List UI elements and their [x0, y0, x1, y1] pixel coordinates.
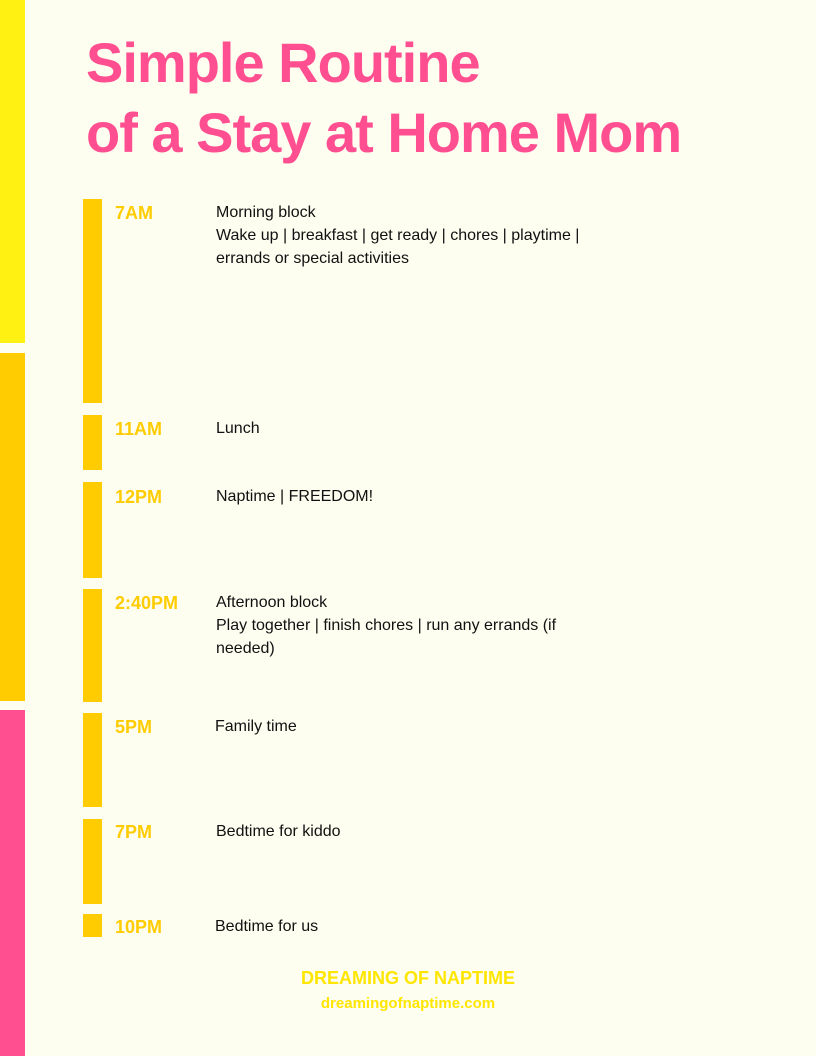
title-line-1: Simple Routine	[86, 31, 480, 94]
schedule-entry	[216, 591, 596, 660]
timeline-marker	[83, 415, 102, 470]
schedule-entry	[216, 417, 596, 440]
schedule-time: 5PM	[115, 717, 153, 737]
timeline-marker	[83, 819, 102, 904]
schedule-entry	[216, 485, 596, 508]
schedule-entry	[215, 915, 595, 938]
footer-url[interactable]: dreamingofnaptime.com	[320, 995, 496, 1012]
page-title	[86, 28, 681, 168]
schedule-time: 10PM	[115, 917, 163, 937]
schedule-details: Wake up | breakfast | get ready | chores | playtime | errands or special activities	[216, 227, 580, 267]
side-stripe-gold	[0, 353, 25, 701]
schedule-time: 2:40PM	[115, 593, 179, 613]
timeline-marker	[83, 482, 102, 578]
timeline-marker	[83, 199, 102, 403]
title-line-2: of a Stay at Home Mom	[86, 101, 682, 164]
schedule-heading: Morning block	[216, 204, 316, 221]
schedule-time: 11AM	[115, 419, 163, 439]
schedule-time: 7AM	[115, 203, 154, 223]
schedule-time: 12PM	[115, 487, 163, 507]
timeline-marker	[83, 589, 102, 702]
footer-brand: DREAMING OF NAPTIME	[301, 968, 515, 988]
schedule-heading: Bedtime for kiddo	[216, 823, 341, 840]
schedule-heading: Afternoon block	[216, 594, 328, 611]
schedule-heading: Naptime | FREEDOM!	[216, 488, 374, 505]
schedule-details: Play together | finish chores | run any errands (if needed)	[216, 617, 557, 657]
schedule-heading: Lunch	[216, 420, 260, 437]
schedule-entry	[216, 820, 596, 843]
timeline-marker	[83, 713, 102, 807]
schedule-time: 7PM	[115, 822, 153, 842]
side-stripe-yellow	[0, 0, 25, 343]
timeline-marker	[83, 914, 102, 937]
schedule-heading: Bedtime for us	[215, 918, 319, 935]
schedule-entry	[215, 715, 595, 738]
schedule-heading: Family time	[215, 718, 297, 735]
schedule-entry	[216, 201, 596, 270]
